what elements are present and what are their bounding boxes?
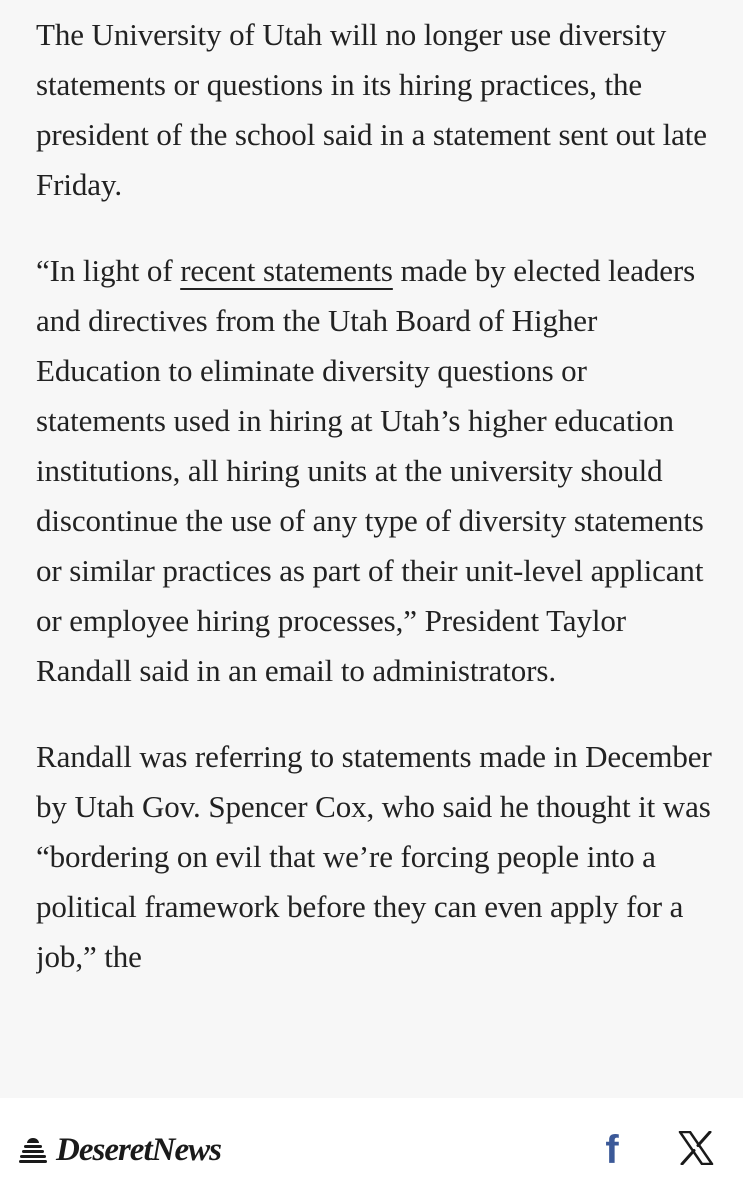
deseret-news-logo[interactable] xyxy=(18,1130,221,1170)
share-facebook-button[interactable] xyxy=(590,1128,634,1172)
article-paragraph: Randall was referring to statements made in December by Utah Gov. Spencer Cox, who said he thought it was “bordering on evil that we’re forcing people into a political framework before they can even apply for a job,” the xyxy=(36,739,712,974)
quote-text-after-link: made by elected leaders and directives from the Utah Board of Higher Education to eliminate diversity questions or statements used in hiring at Utah’s higher education institutions, all hiring units at the university should discontinue the use of any type of diversity statements or similar practices as part of their unit-level applicant or employee hiring processes,” President Taylor Randall said in an email to administrators. xyxy=(36,253,704,688)
brand-name: DeseretNews xyxy=(56,1131,221,1168)
recent-statements-link[interactable]: recent statements xyxy=(180,253,393,288)
share-x-button[interactable] xyxy=(674,1128,718,1172)
quote-text-before-link: “In light of xyxy=(36,253,181,288)
facebook-icon: f xyxy=(605,1128,619,1172)
article-paragraph-quote xyxy=(36,246,716,696)
article-paragraph: The University of Utah will no longer use diversity statements or questions in its hiring practices, the president of the school said in a statement sent out late Friday. xyxy=(36,17,707,202)
share-footer-bar xyxy=(0,1098,743,1200)
x-icon xyxy=(678,1131,714,1170)
article-body xyxy=(36,10,716,1098)
beehive-icon xyxy=(18,1135,48,1165)
